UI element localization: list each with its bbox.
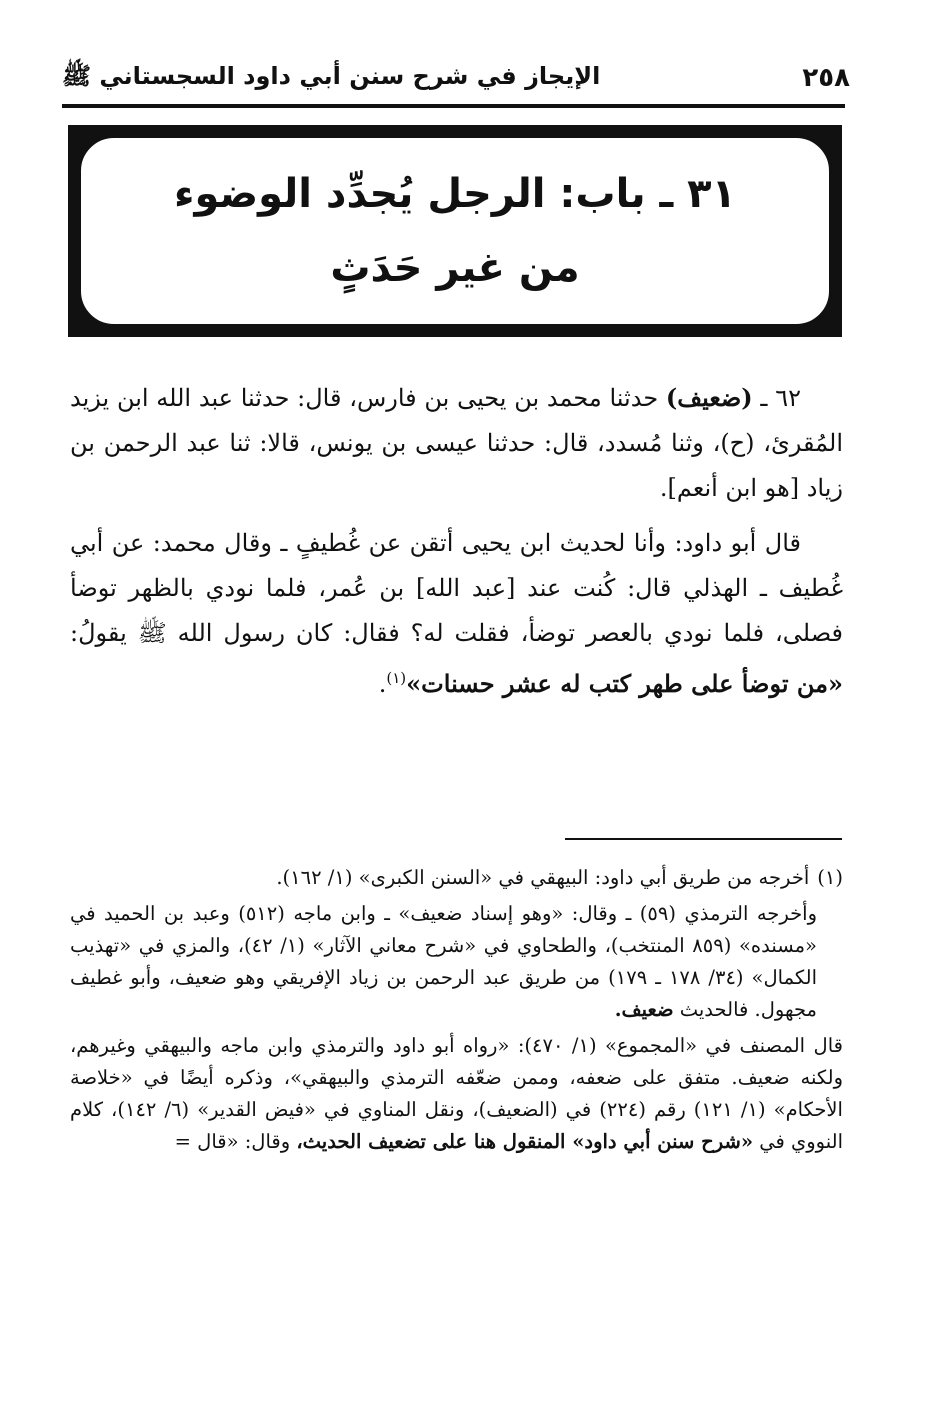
footnote-paragraph-3 [70, 1030, 843, 1158]
hadith-grade: (ضعيف) [665, 383, 753, 412]
footnote-paragraph-2 [70, 898, 843, 1026]
hadith-isnad-paragraph [70, 375, 843, 511]
footnote-number: (١) [817, 866, 843, 889]
footnote-p3-end: وقال: «قال = [174, 1130, 291, 1153]
footnote-p1: أخرجه من طريق أبي داود: البيهقي في «السنن الكبرى» (١/ ١٦٢). [276, 866, 810, 889]
main-text [70, 375, 843, 717]
footnote-p3: قال المصنف في «المجموع» (١/ ٤٧٠): «رواه أبو داود والترمذي وابن ماجه والبيهقي وغيرهم، ولكنه ضعيف. متفق على ضعفه، وممن ضعّفه الترمذي والبيهقي»، وذكره أيضًا في «خلاصة الأحكام» (١/ ١٢١) رقم (٢٢٤) في (الضعيف)، ونقل المناوي في «فيض القدير» (٦/ ١٤٢)، كلام النووي في [70, 1034, 843, 1153]
footnote-p2-bold: ضعيف. [614, 998, 674, 1021]
footnote-ref: (١) [386, 669, 407, 687]
footnotes [70, 862, 843, 1162]
hadith-narration-paragraph [70, 521, 843, 707]
running-title: الإيجاز في شرح سنن أبي داود السجستاني ﷺ [62, 61, 601, 90]
header-rule [62, 104, 845, 108]
hadith-isnad: حدثنا محمد بن يحيى بن فارس، قال: حدثنا عبد الله ابن يزيد المُقرئ، (ح)، وثنا مُسدد، قال: حدثنا عيسى بن يونس، قالا: ثنا عبد الرحمن بن زياد [هو ابن أنعم]. [70, 384, 843, 502]
chapter-heading-frame [68, 125, 842, 337]
chapter-title-line-2: من غير حَدَثٍ [330, 245, 580, 291]
footnote-p3-bold: «شرح سنن أبي داود» المنقول هنا على تضعيف الحديث، [296, 1130, 754, 1153]
footnote-p2: وأخرجه الترمذي (٥٩) ـ وقال: «وهو إسناد ضعيف» ـ وابن ماجه (٥١٢) وعبد بن الحميد في «مسنده» (٨٥٩ المنتخب)، والطحاوي في «شرح معاني الآثار» (١/ ٤٢)، والمزي في «تهذيب الكمال» (٣٤/ ١٧٨ ـ ١٧٩) من طريق عبد الرحمن بن زياد الإفريقي وهو ضعيف، وأبو غطيف مجهول. فالحديث [70, 902, 818, 1021]
hadith-quote: «من توضأ على طهر كتب له عشر حسنات» [406, 669, 843, 698]
page-number: ٢٥٨ [802, 63, 850, 93]
hadith-end: . [378, 670, 387, 698]
footnote-1 [70, 862, 843, 894]
chapter-heading-box [78, 135, 832, 327]
page-header [62, 58, 850, 98]
hadith-number: ٦٢ ـ [760, 384, 801, 412]
narration-intro: قال أبو داود: وأنا لحديث ابن يحيى أتقن عن غُطيفٍ ـ وقال محمد: عن أبي غُطيف ـ الهذلي قال: كُنت عند [عبد الله] بن عُمر، فلما نودي بالظهر توضأ فصلى، فلما نودي بالعصر توضأ، فقلت له؟ فقال: كان رسول الله ﷺ يقولُ: [70, 529, 843, 647]
chapter-title-line-1: ٣١ ـ باب: الرجل يُجدِّد الوضوء [174, 171, 736, 217]
footnote-separator [565, 838, 842, 840]
